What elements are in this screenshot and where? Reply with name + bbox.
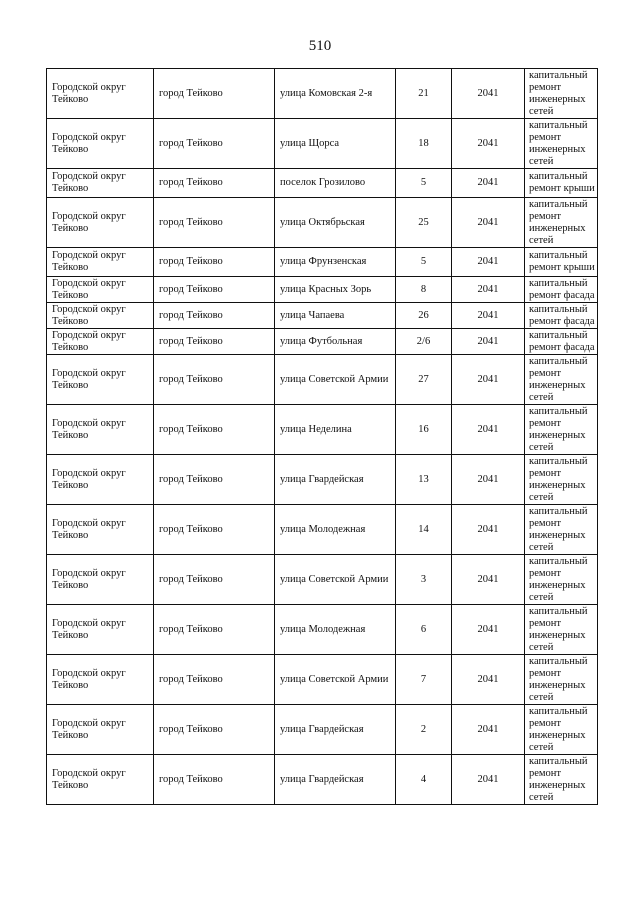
table-row	[47, 119, 598, 169]
work-type-cell: капитальный ремонт инженерных сетей	[525, 555, 598, 605]
district-cell: Городской округ Тейково	[47, 248, 154, 277]
city-cell: город Тейково	[154, 455, 275, 505]
district-cell: Городской округ Тейково	[47, 705, 154, 755]
house-number-cell: 6	[396, 605, 452, 655]
table-row	[47, 198, 598, 248]
year-cell: 2041	[452, 248, 525, 277]
city-cell: город Тейково	[154, 169, 275, 198]
table-row	[47, 248, 598, 277]
repair-schedule-table	[46, 68, 598, 805]
district-cell: Городской округ Тейково	[47, 505, 154, 555]
year-cell: 2041	[452, 655, 525, 705]
street-cell: улица Советской Армии	[275, 555, 396, 605]
work-type-cell: капитальный ремонт инженерных сетей	[525, 119, 598, 169]
table-row	[47, 605, 598, 655]
street-cell: улица Гвардейская	[275, 455, 396, 505]
city-cell: город Тейково	[154, 755, 275, 805]
work-type-cell: капитальный ремонт инженерных сетей	[525, 705, 598, 755]
district-cell: Городской округ Тейково	[47, 119, 154, 169]
house-number-cell: 21	[396, 69, 452, 119]
year-cell: 2041	[452, 455, 525, 505]
district-cell: Городской округ Тейково	[47, 329, 154, 355]
street-cell: улица Советской Армии	[275, 655, 396, 705]
table-row	[47, 355, 598, 405]
year-cell: 2041	[452, 119, 525, 169]
work-type-cell: капитальный ремонт фасада	[525, 303, 598, 329]
work-type-cell: капитальный ремонт инженерных сетей	[525, 198, 598, 248]
city-cell: город Тейково	[154, 505, 275, 555]
page-number: 510	[308, 38, 332, 54]
house-number-cell: 27	[396, 355, 452, 405]
work-type-cell: капитальный ремонт инженерных сетей	[525, 655, 598, 705]
year-cell: 2041	[452, 555, 525, 605]
house-number-cell: 16	[396, 405, 452, 455]
district-cell: Городской округ Тейково	[47, 355, 154, 405]
city-cell: город Тейково	[154, 69, 275, 119]
city-cell: город Тейково	[154, 605, 275, 655]
city-cell: город Тейково	[154, 303, 275, 329]
house-number-cell: 25	[396, 198, 452, 248]
house-number-cell: 14	[396, 505, 452, 555]
house-number-cell: 2/6	[396, 329, 452, 355]
table-row	[47, 755, 598, 805]
year-cell: 2041	[452, 329, 525, 355]
street-cell: улица Фрунзенская	[275, 248, 396, 277]
house-number-cell: 5	[396, 169, 452, 198]
district-cell: Городской округ Тейково	[47, 605, 154, 655]
city-cell: город Тейково	[154, 277, 275, 303]
work-type-cell: капитальный ремонт инженерных сетей	[525, 755, 598, 805]
city-cell: город Тейково	[154, 405, 275, 455]
city-cell: город Тейково	[154, 705, 275, 755]
house-number-cell: 26	[396, 303, 452, 329]
district-cell: Городской округ Тейково	[47, 755, 154, 805]
street-cell: улица Советской Армии	[275, 355, 396, 405]
table-row	[47, 455, 598, 505]
city-cell: город Тейково	[154, 119, 275, 169]
table-row	[47, 303, 598, 329]
street-cell: поселок Грозилово	[275, 169, 396, 198]
street-cell: улица Чапаева	[275, 303, 396, 329]
street-cell: улица Гвардейская	[275, 755, 396, 805]
work-type-cell: капитальный ремонт крыши	[525, 169, 598, 198]
district-cell: Городской округ Тейково	[47, 277, 154, 303]
street-cell: улица Молодежная	[275, 605, 396, 655]
work-type-cell: капитальный ремонт крыши	[525, 248, 598, 277]
district-cell: Городской округ Тейково	[47, 405, 154, 455]
year-cell: 2041	[452, 705, 525, 755]
year-cell: 2041	[452, 505, 525, 555]
table-row	[47, 655, 598, 705]
year-cell: 2041	[452, 755, 525, 805]
work-type-cell: капитальный ремонт инженерных сетей	[525, 405, 598, 455]
table-row	[47, 277, 598, 303]
house-number-cell: 3	[396, 555, 452, 605]
house-number-cell: 8	[396, 277, 452, 303]
district-cell: Городской округ Тейково	[47, 555, 154, 605]
house-number-cell: 4	[396, 755, 452, 805]
year-cell: 2041	[452, 277, 525, 303]
city-cell: город Тейково	[154, 555, 275, 605]
street-cell: улица Гвардейская	[275, 705, 396, 755]
house-number-cell: 13	[396, 455, 452, 505]
year-cell: 2041	[452, 198, 525, 248]
house-number-cell: 7	[396, 655, 452, 705]
city-cell: город Тейково	[154, 355, 275, 405]
street-cell: улица Неделина	[275, 405, 396, 455]
city-cell: город Тейково	[154, 248, 275, 277]
work-type-cell: капитальный ремонт инженерных сетей	[525, 355, 598, 405]
house-number-cell: 2	[396, 705, 452, 755]
street-cell: улица Красных Зорь	[275, 277, 396, 303]
street-cell: улица Футбольная	[275, 329, 396, 355]
table-row	[47, 329, 598, 355]
district-cell: Городской округ Тейково	[47, 169, 154, 198]
street-cell: улица Октябрьская	[275, 198, 396, 248]
year-cell: 2041	[452, 169, 525, 198]
house-number-cell: 5	[396, 248, 452, 277]
year-cell: 2041	[452, 303, 525, 329]
table-row	[47, 505, 598, 555]
district-cell: Городской округ Тейково	[47, 69, 154, 119]
work-type-cell: капитальный ремонт инженерных сетей	[525, 605, 598, 655]
work-type-cell: капитальный ремонт фасада	[525, 329, 598, 355]
table-row	[47, 169, 598, 198]
year-cell: 2041	[452, 355, 525, 405]
city-cell: город Тейково	[154, 198, 275, 248]
street-cell: улица Комовская 2-я	[275, 69, 396, 119]
district-cell: Городской округ Тейково	[47, 303, 154, 329]
city-cell: город Тейково	[154, 655, 275, 705]
work-type-cell: капитальный ремонт инженерных сетей	[525, 69, 598, 119]
district-cell: Городской округ Тейково	[47, 455, 154, 505]
street-cell: улица Молодежная	[275, 505, 396, 555]
house-number-cell: 18	[396, 119, 452, 169]
year-cell: 2041	[452, 69, 525, 119]
city-cell: город Тейково	[154, 329, 275, 355]
year-cell: 2041	[452, 605, 525, 655]
work-type-cell: капитальный ремонт инженерных сетей	[525, 455, 598, 505]
street-cell: улица Щорса	[275, 119, 396, 169]
table-row	[47, 405, 598, 455]
table-row	[47, 705, 598, 755]
table-row	[47, 69, 598, 119]
district-cell: Городской округ Тейково	[47, 198, 154, 248]
work-type-cell: капитальный ремонт инженерных сетей	[525, 505, 598, 555]
work-type-cell: капитальный ремонт фасада	[525, 277, 598, 303]
year-cell: 2041	[452, 405, 525, 455]
table-row	[47, 555, 598, 605]
district-cell: Городской округ Тейково	[47, 655, 154, 705]
